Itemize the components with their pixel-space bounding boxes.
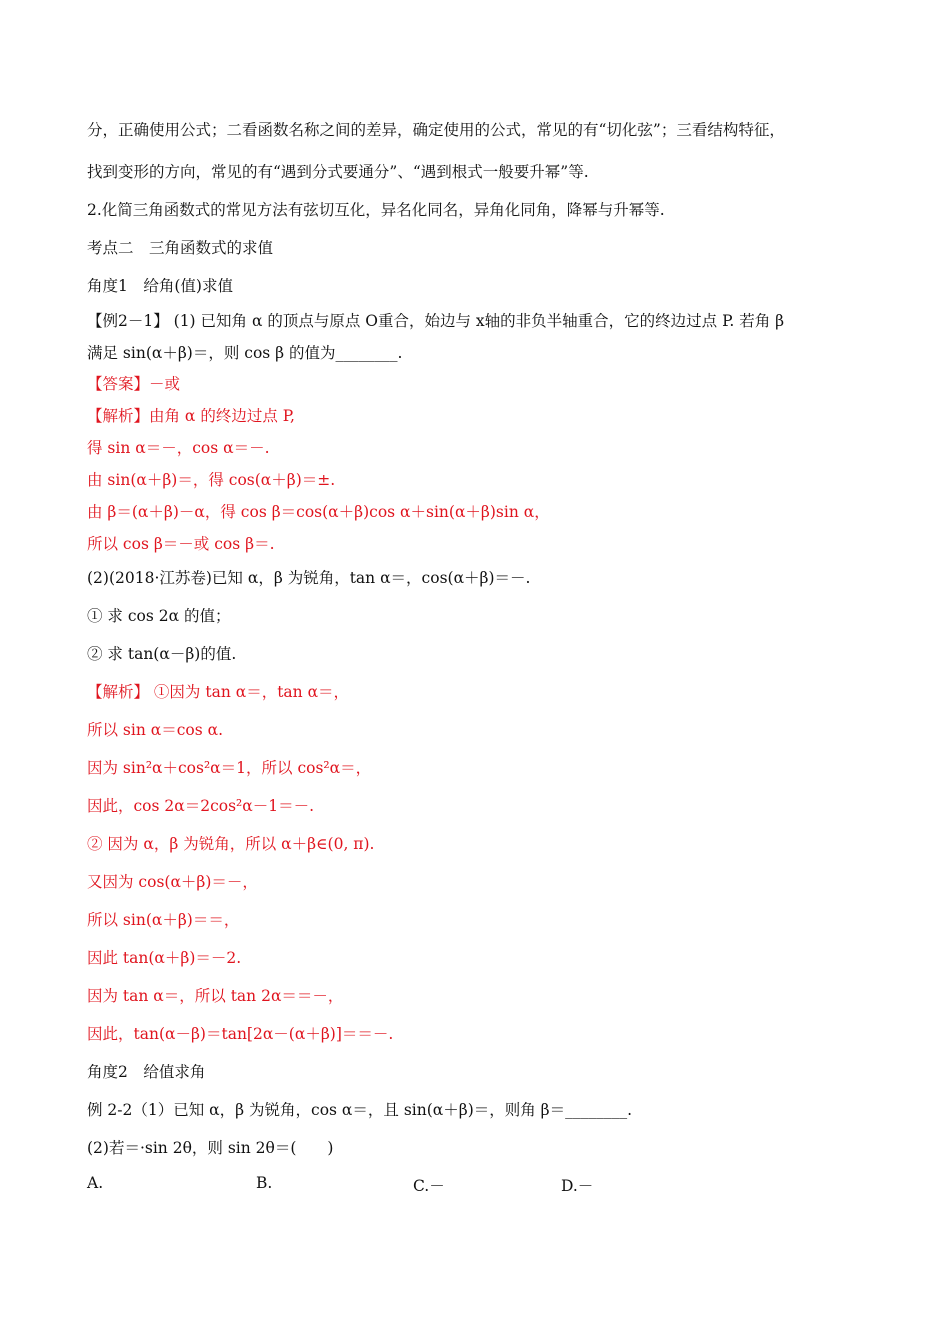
solution-line: 又因为 cos(α＋β)＝－， <box>87 873 258 891</box>
solution-line: 【解析】由角 α 的终边过点 P, <box>87 407 295 425</box>
solution-line: 因此 tan(α＋β)＝－2. <box>87 949 242 967</box>
solution-line: 所以 sin α＝cos α. <box>87 721 224 739</box>
line: 例 2-2（1）已知 α，β 为锐角，cos α＝，且 sin(α＋β)＝，则角 β＝________. <box>87 1101 633 1119</box>
line: 找到变形的方向，常见的有“遇到分式要通分”、“遇到根式一般要升幂”等. <box>87 163 589 181</box>
line: 分，正确使用公式；二看函数名称之间的差异，确定使用的公式，常见的有“切化弦”；三看结构特征， <box>87 121 785 139</box>
solution-line: 所以 cos β＝－或 cos β＝. <box>87 535 275 553</box>
subsection-heading: 角度1 给角(值)求值 <box>87 277 233 295</box>
line: (2)若＝·sin 2θ，则 sin 2θ＝( ) <box>87 1139 334 1157</box>
option-d: D.－ <box>561 1177 594 1195</box>
solution-line: 由 β＝(α＋β)－α，得 cos β＝cos(α＋β)cos α＋sin(α＋β)sin α， <box>87 503 550 521</box>
option-a: A. <box>87 1174 104 1192</box>
line: 2.化简三角函数式的常见方法有弦切互化，异名化同名，异角化同角，降幂与升幂等. <box>87 201 665 219</box>
solution-line: 因为 tan α＝，所以 tan 2α＝＝－， <box>87 987 344 1005</box>
solution-line: 因此，cos 2α＝2cos²α－1＝－. <box>87 797 315 815</box>
option-b: B. <box>256 1174 273 1192</box>
answer-line: 【答案】－或 <box>87 375 181 393</box>
solution-line: 【解析】 ①因为 tan α＝，tan α＝， <box>87 683 350 701</box>
solution-line: 因此，tan(α－β)＝tan[2α－(α＋β)]＝＝－. <box>87 1025 394 1043</box>
line: (2)(2018·江苏卷)已知 α，β 为锐角，tan α＝，cos(α＋β)＝－. <box>87 569 531 587</box>
solution-line: ② 因为 α，β 为锐角，所以 α＋β∈(0, π). <box>87 835 375 853</box>
line: ① 求 cos 2α 的值； <box>87 607 231 625</box>
solution-line: 得 sin α＝－，cos α＝－. <box>87 439 270 457</box>
option-c: C.－ <box>413 1177 445 1195</box>
solution-line: 因为 sin²α＋cos²α＝1，所以 cos²α＝， <box>87 759 372 777</box>
line: 【例2－1】 (1) 已知角 α 的顶点与原点 O重合，始边与 x轴的非负半轴重合，它的终边过点 P. 若角 β <box>87 312 785 330</box>
line: ② 求 tan(α－β)的值. <box>87 645 237 663</box>
solution-line: 所以 sin(α＋β)＝＝， <box>87 911 240 929</box>
line: 满足 sin(α＋β)＝，则 cos β 的值为________. <box>87 344 403 362</box>
solution-line: 由 sin(α＋β)＝，得 cos(α＋β)＝±. <box>87 471 336 489</box>
subsection-heading: 角度2 给值求角 <box>87 1063 206 1081</box>
section-heading: 考点二 三角函数式的求值 <box>87 239 274 257</box>
